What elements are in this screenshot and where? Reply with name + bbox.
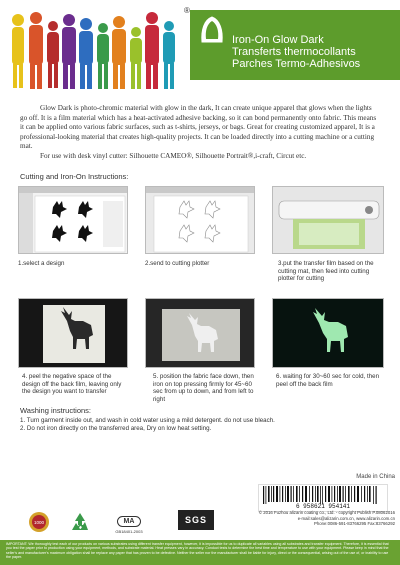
gb-standard-label: GB18401-2003	[115, 529, 143, 534]
washing-item-1: 1. Turn garment inside out, and wash in cold water using a mild detergent. do not use bleach.	[20, 417, 275, 424]
product-description	[20, 104, 380, 161]
step-4	[18, 298, 128, 398]
step-2	[145, 186, 255, 266]
step-3-image	[272, 186, 384, 254]
barcode-number: 6 958621 954141	[295, 503, 350, 510]
step-4-caption: 4. peel the negative space of the design off the back film, leaving only the design you want to transfer	[22, 373, 122, 395]
cutting-plotter-icon	[273, 187, 384, 254]
description-paragraph: Glow Dark is photo-chromic material with glow in the dark, It can create unique apparel that glows when the lights go off. It is a film material which has a heat-activated adhesive backing, so it can bond permanently onto fabric. This means it can be applied onto various fabric surfaces, such as t-shirts, jerseys, or bags. Great for creating customized apparel, It is a professional-looking material that creates high-quality projects. It can be loaded directly into a cutting machine or a cutting mat.	[20, 104, 377, 150]
step-5	[145, 298, 255, 403]
title-english: Iron-On Glow Dark	[232, 34, 324, 46]
iron-icon	[196, 14, 228, 46]
barcode-bars-icon	[259, 485, 389, 505]
washing-item-2: 2. Do not iron directly on the transferred area, Dry on low heat setting.	[20, 425, 212, 432]
sgs-logo: SGS	[178, 510, 214, 530]
step-2-caption: 2.send to cutting plotter	[145, 260, 210, 267]
step-3-caption: 3.put the transfer film based on the cutting mat, then feed into cutting plotter for cutting	[278, 260, 374, 282]
email-line: e-mail:sales@alizarin.com.cn, www.alizarin.com.cn	[297, 515, 395, 521]
washing-instructions	[20, 417, 380, 433]
step-1-image	[18, 186, 128, 254]
step-4-image	[18, 298, 128, 368]
glowing-deer-icon	[273, 299, 384, 368]
cut-preview-icon	[146, 187, 255, 254]
step-1	[18, 186, 128, 266]
step-2-image	[145, 186, 255, 254]
footer-meta	[255, 432, 395, 480]
ma-cert-logo: MA	[117, 516, 142, 527]
instructions-title: Cutting and Iron-On Instructions:	[20, 172, 129, 181]
barcode	[258, 484, 388, 512]
step-3	[272, 186, 384, 286]
tshirt-deer-icon	[19, 299, 128, 368]
people-silhouettes-logo	[6, 6, 186, 90]
title-spanish: Parches Termo-Adhesivos	[232, 58, 361, 70]
header	[0, 0, 400, 92]
certification-logos	[28, 510, 228, 540]
phone-line: Phone:0086-591-83766295 Fax:83766292	[314, 521, 395, 526]
software-window-icon	[19, 187, 128, 254]
registered-mark: ®	[184, 6, 190, 15]
step-6-caption: 6. waiting for 30~60 sec for cold, then peel off the back film	[276, 373, 380, 388]
title-french: Transferts thermocollants	[232, 46, 356, 58]
important-notice: IMPORTANT: We thoroughly test each of our products on various substrates using different transfer equipment, however, it is impossible for us to duplicate all variables using all substrates and transfer equipment. Therefore, it is essential that you test the paper prior to production using your equipment, methods, and substrate material. Heat presses vary in accuracy. Conduct tests to determine the best time and temperature to use with your equipment. Please keep in mind that the seller's and manufacturer's maximum obligation shall be replace any paper that has proven to be defective. Neither the seller nor the manufacturer shall be liable for injury, direct or the consequential, arising out of the use of, or inability to use the paper.	[0, 540, 400, 565]
footer-contact	[255, 510, 395, 527]
step-6-image	[272, 298, 384, 368]
iso-badge-icon	[28, 510, 50, 536]
recycle-icon	[68, 510, 92, 536]
step-5-caption: 5. position the fabric face down, then iron on top pressing firmly for 45~60 sec from up to down, and from left to right	[153, 373, 254, 403]
step-1-caption: 1.select a design	[18, 260, 65, 267]
copyright-line: © 2016 Fuzhou alizarin coating co., Ltd. - copyright Publish P.08062016	[258, 510, 395, 515]
made-in-label: Made in China	[356, 474, 395, 480]
iso-badge-text: 1000	[33, 520, 45, 525]
ironing-fabric-icon	[146, 299, 255, 368]
step-5-image	[145, 298, 255, 368]
cutter-compatibility: For use with desk vinyl cutter: Silhouette CAMEO®, Silhouette Portrait®,i-craft, Circut etc.	[40, 151, 307, 160]
ma-cert	[108, 510, 150, 536]
step-6	[272, 298, 384, 398]
washing-title: Washing instructions:	[20, 406, 92, 415]
product-titles	[232, 34, 360, 70]
